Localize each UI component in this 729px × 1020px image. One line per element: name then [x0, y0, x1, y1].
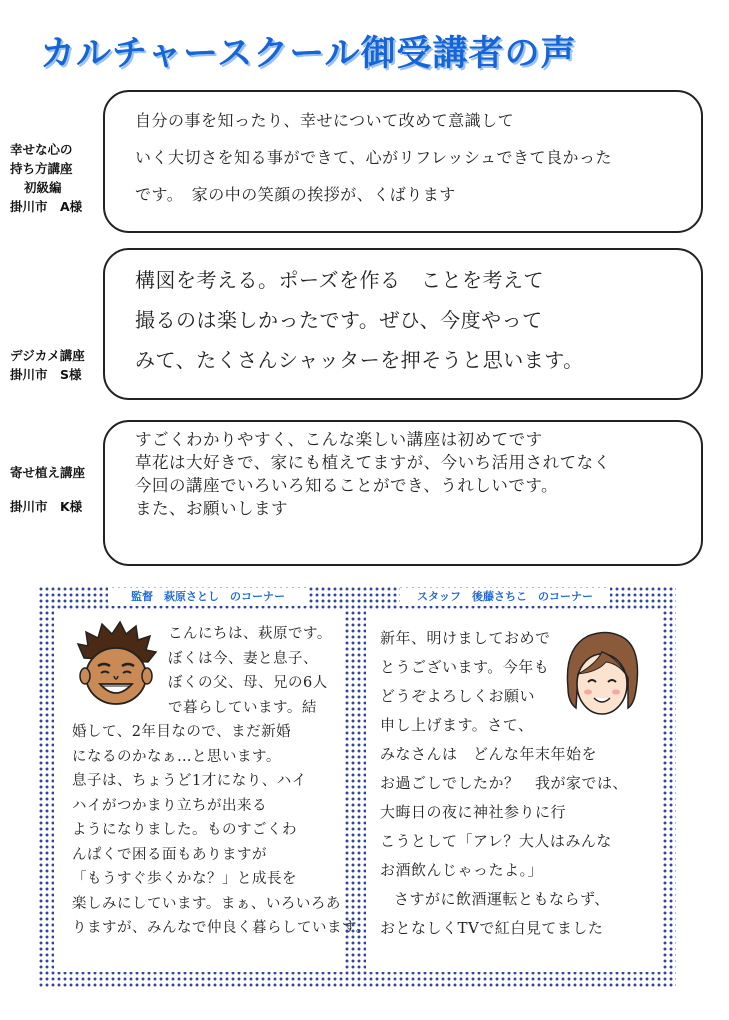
corner-text-line: りますが、みんなで仲良く暮らしています。 — [72, 920, 371, 936]
voice-text-line: 自分の事を知ったり、幸せについて改めて意識して — [135, 111, 515, 130]
voice-text-line: 構図を考える。ポーズを作る ことを考えて — [135, 268, 544, 292]
voice-text-line: 撮るのは楽しかったです。ぜひ、今度やって — [135, 308, 543, 332]
course-label-line: 寄せ植え講座 — [10, 465, 86, 480]
staff-corner-text — [380, 624, 628, 943]
course-label — [10, 456, 102, 524]
course-label-line: 掛川市 A様 — [10, 199, 83, 214]
voice-text-line: いく大切さを知る事ができて、心がリフレッシュできて良かった — [135, 148, 613, 167]
staff-corner-header: スタッフ 後藤さちこ のコーナー — [400, 588, 610, 606]
corner-text-line: こうとして「アレ？大人はみんな — [380, 832, 612, 850]
corner-text-line: ハイがつかまり立ちが出来る — [72, 797, 267, 814]
course-label-line: 掛川市 S様 — [10, 367, 82, 382]
corner-text-line: 大晦日の夜に神社参りに行 — [380, 803, 567, 821]
corner-text-line: お酒飲んじゃったよ。」 — [380, 861, 544, 879]
course-label-line: 持ち方講座 — [10, 161, 73, 176]
corner-text-line: 婚して、2年目なので、まだ新婚 — [72, 724, 292, 740]
corner-text-line: になるのかなぁ…と思います。 — [72, 748, 281, 765]
course-label-line: 掛川市 K様 — [10, 499, 83, 514]
voice-text-line: すごくわかりやすく、こんな楽しい講座は初めてです — [135, 430, 543, 449]
corner-text-line: こんにちは、萩原です。 — [168, 626, 332, 642]
corner-text-line: とうございます。今年も — [380, 658, 550, 676]
voice-text-line: 今回の講座でいろいろ知ることができ、うれしいです。 — [135, 476, 559, 495]
voice-text-line: みて、たくさんシャッターを押そうと思います。 — [135, 348, 584, 372]
corner-text-line: 申し上げます。さて、 — [380, 716, 534, 734]
director-corner-header: 監督 萩原さとし のコーナー — [108, 588, 308, 606]
corner-text-line: お過ごしでしたか？ 我が家では、 — [380, 774, 629, 792]
corner-text-line: 息子は、ちょうど1才になり、ハイ — [72, 773, 307, 789]
director-corner-text — [72, 622, 371, 941]
course-label — [10, 140, 102, 216]
corner-text-line: みなさんは どんな年末年始を — [380, 745, 598, 763]
corner-text-line: で暮らしています。結 — [168, 699, 317, 716]
voice-bubble — [103, 248, 703, 400]
voice-text-line: また、お願いします — [135, 499, 288, 518]
corner-text-line: どうぞよろしくお願い — [380, 687, 536, 705]
course-label-line: 幸せな心の — [10, 142, 73, 157]
page-title: カルチャースクール御受講者の声 — [40, 34, 577, 74]
corner-text-line: ようになりました。ものすごくわ — [72, 822, 297, 838]
corner-text-line: 「もうすぐ歩くかな？」と成長を — [72, 871, 297, 887]
voice-text-line: です。 家の中の笑顔の挨拶が、くばります — [135, 185, 456, 204]
corner-text-line: んぱくで困る面もありますが — [72, 846, 267, 863]
course-label-line: デジカメ講座 — [10, 348, 85, 363]
voice-bubble — [103, 420, 703, 566]
corner-text-line: さすがに飲酒運転ともならず、 — [394, 890, 610, 908]
corner-text-line: 楽しみにしています。まぁ、いろいろあ — [72, 895, 341, 912]
corner-text-line: ぼくの父、母、兄の6人 — [168, 675, 328, 691]
voice-text-line: 草花は大好きで、家にも植えてますが、今いち活用されてなく — [135, 453, 611, 472]
course-label-line: 初級編 — [24, 180, 62, 195]
course-label — [10, 346, 102, 384]
corner-text-line: ぼくは今、妻と息子、 — [168, 650, 318, 667]
voice-bubble — [103, 90, 703, 233]
corner-text-line: 新年、明けましておめで — [380, 629, 551, 647]
corner-text-line: おとなしくTVで紅白見てました — [380, 919, 604, 937]
